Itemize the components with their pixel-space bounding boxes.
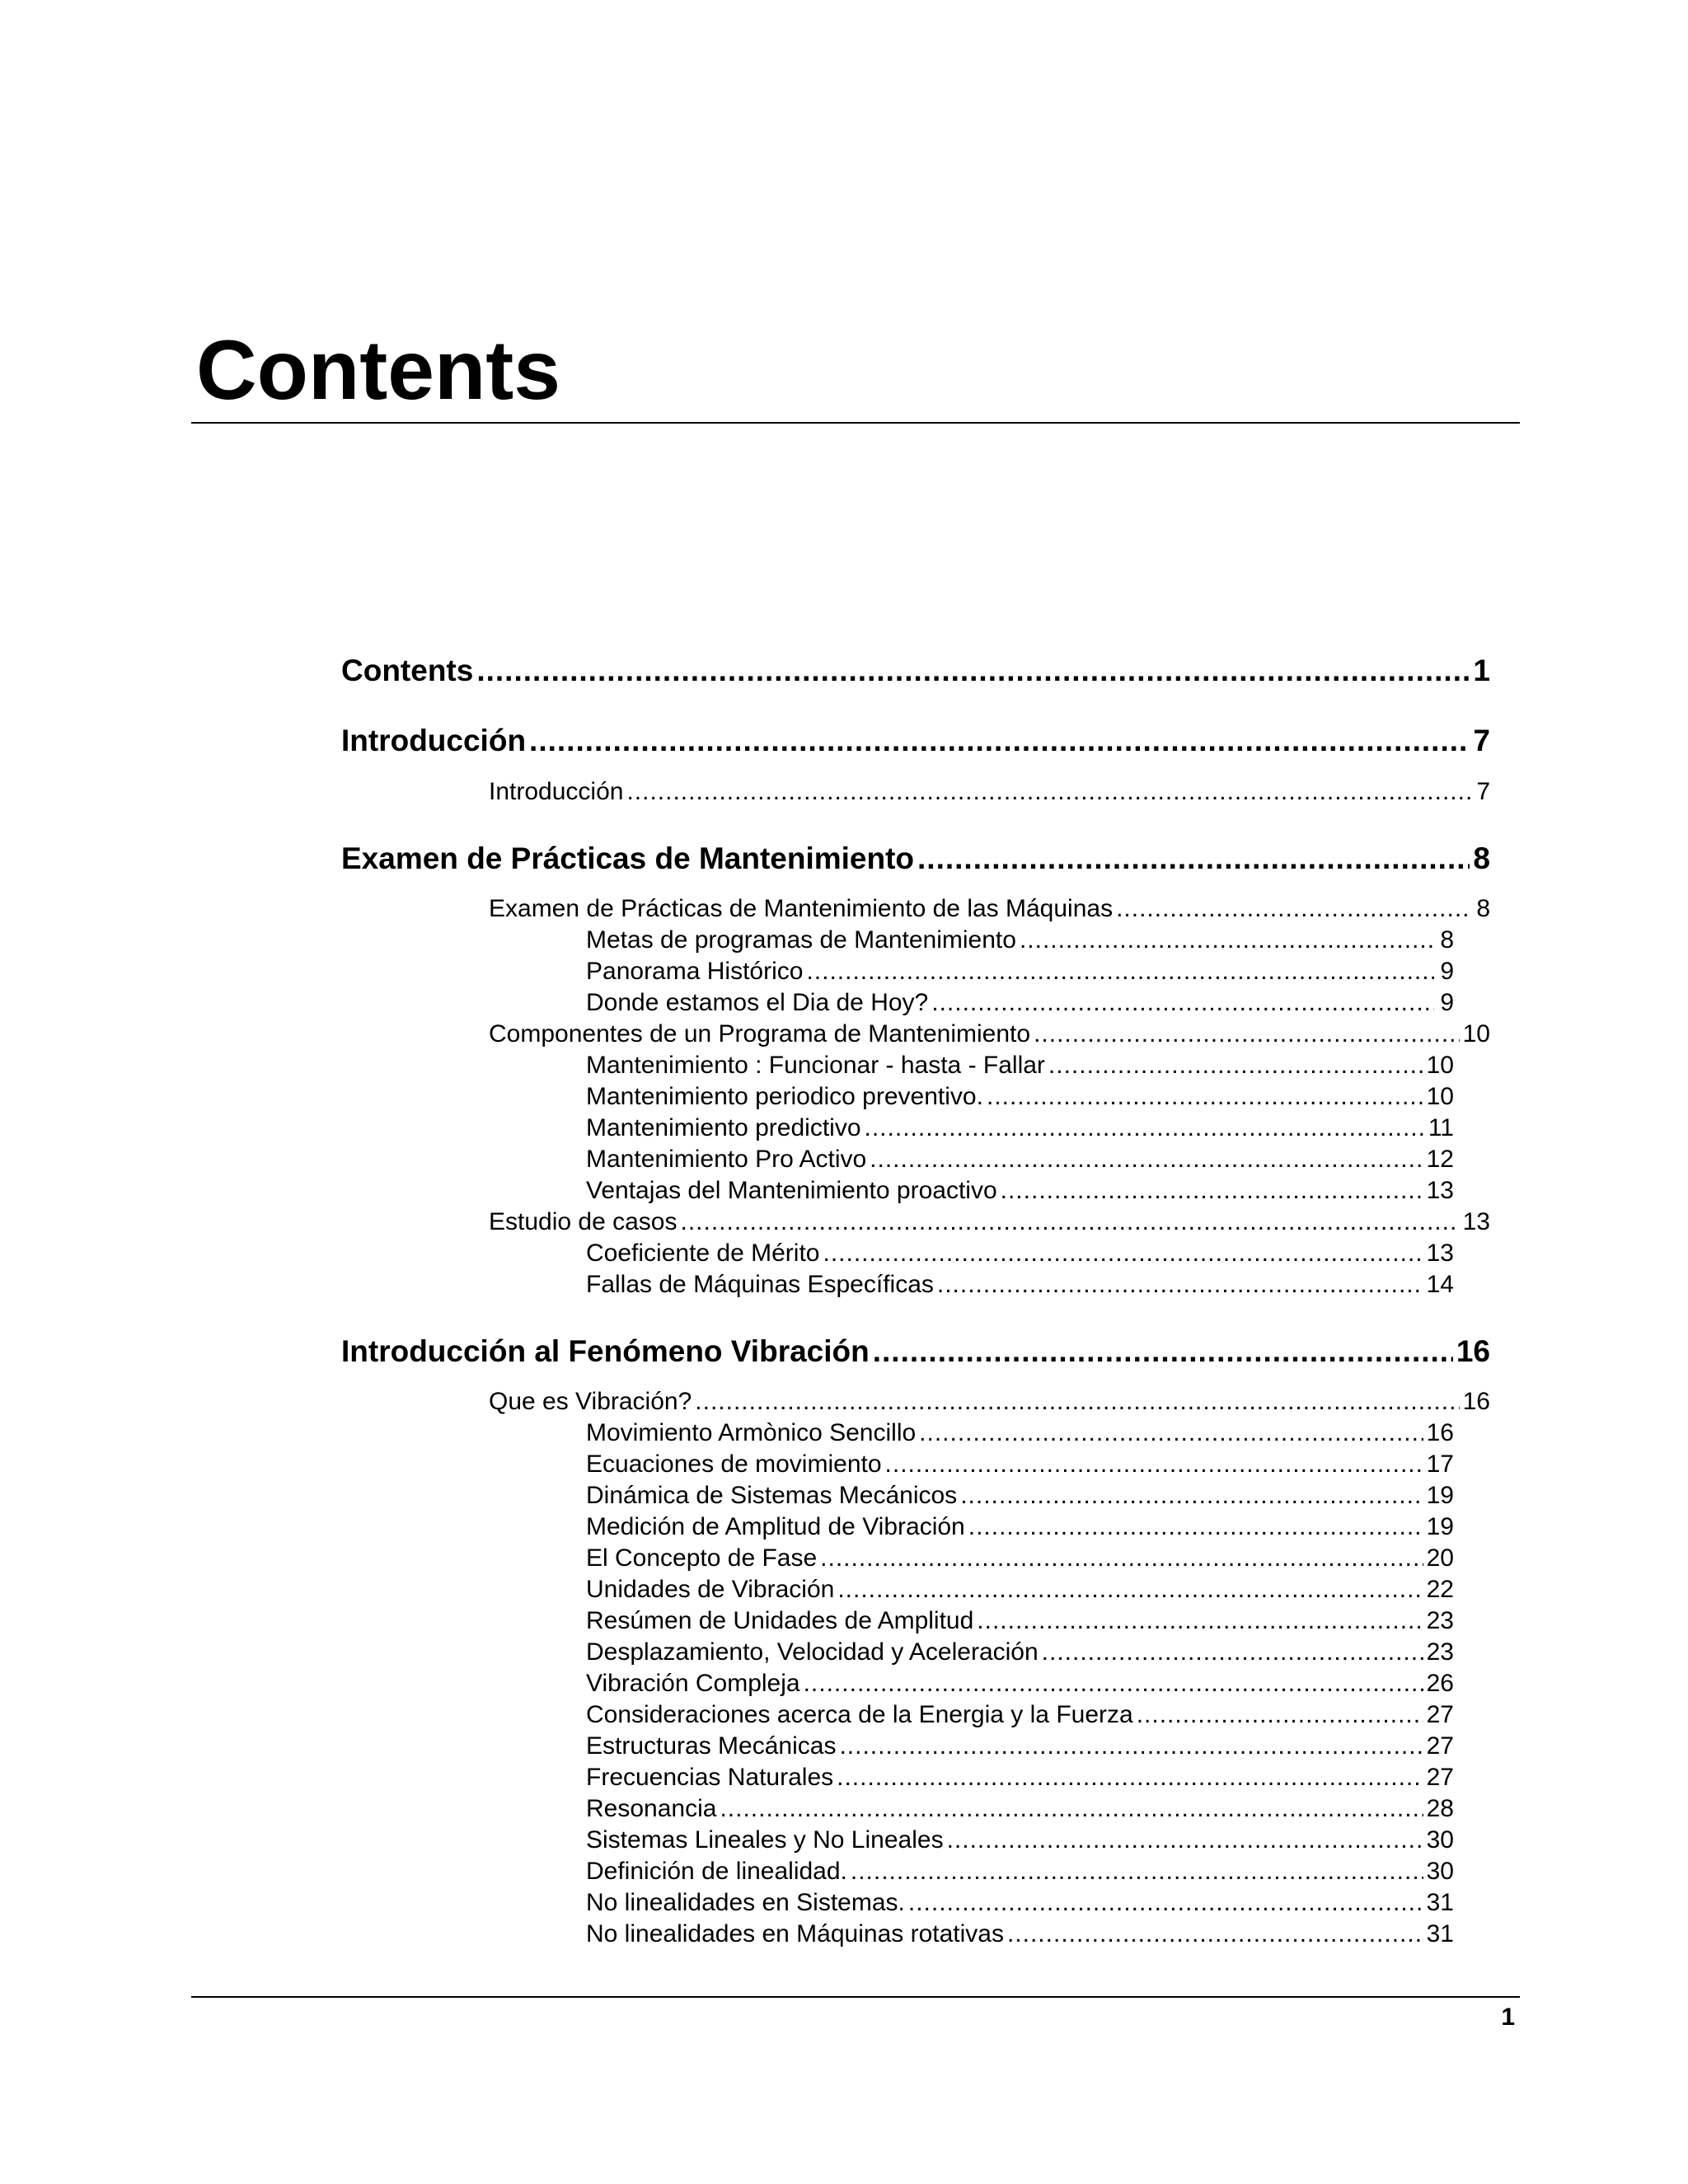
toc-dot-leader [720, 1793, 1423, 1825]
toc-entry-page: 9 [1440, 958, 1454, 985]
toc-dot-leader [837, 1762, 1423, 1793]
toc-entry-subsection[interactable] [586, 1081, 1454, 1113]
toc-entry-page: 8 [1440, 926, 1454, 954]
toc-entry-label: Ventajas del Mantenimiento proactivo [586, 1175, 999, 1207]
toc-dot-leader [1034, 1019, 1460, 1050]
toc-dot-leader [885, 1449, 1423, 1480]
toc-dot-leader [947, 1825, 1423, 1856]
toc-entry-label: Introducción [341, 724, 527, 757]
toc-entry-page: 27 [1426, 1732, 1454, 1760]
toc-entry-page: 26 [1426, 1670, 1454, 1697]
toc-entry-page: 22 [1426, 1576, 1454, 1603]
toc-dot-leader [529, 723, 1470, 759]
toc-entry-section[interactable] [489, 1207, 1490, 1238]
toc-entry-page: 9 [1440, 989, 1454, 1016]
toc-entry-label: Ecuaciones de movimiento [586, 1449, 884, 1480]
toc-entry-subsection[interactable] [586, 925, 1454, 956]
toc-entry-label: Examen de Prácticas de Mantenimiento de las Máquinas [489, 893, 1114, 925]
toc-entry-section[interactable] [489, 1386, 1490, 1418]
toc-entry-subsection[interactable] [586, 1238, 1454, 1269]
toc-entry-label: Unidades de Vibración [586, 1574, 836, 1605]
toc-dot-leader [937, 1269, 1423, 1301]
toc-entry-page: 8 [1473, 841, 1490, 875]
toc-entry-label: Panorama Histórico [586, 956, 804, 987]
toc-entry-subsection[interactable] [586, 1050, 1454, 1081]
toc-dot-leader [977, 1605, 1423, 1637]
toc-entry-label: Mantenimiento Pro Activo [586, 1144, 868, 1175]
toc-dot-leader [680, 1207, 1459, 1238]
toc-entry-page: 10 [1426, 1083, 1454, 1110]
toc-entry-page: 13 [1462, 1208, 1490, 1235]
toc-entry-page: 30 [1426, 1858, 1454, 1885]
toc-entry-label: Definición de linealidad. [586, 1856, 849, 1887]
toc-entry-subsection[interactable] [586, 1919, 1454, 1950]
toc-dot-leader [839, 1731, 1423, 1762]
toc-entry-page: 19 [1426, 1513, 1454, 1540]
toc-entry-subsection[interactable] [586, 1113, 1454, 1144]
toc-dot-leader [626, 776, 1470, 808]
toc-entry-page: 30 [1426, 1826, 1454, 1854]
toc-entry-subsection[interactable] [586, 1605, 1454, 1637]
toc-entry-section[interactable] [489, 776, 1490, 808]
toc-entry-label: Mantenimiento predictivo [586, 1113, 863, 1144]
toc-entry-subsection[interactable] [586, 1269, 1454, 1301]
toc-entry-label: Contents [341, 654, 474, 687]
toc-dot-leader [960, 1480, 1423, 1511]
footer-divider [191, 1996, 1520, 1998]
toc-dot-leader [987, 1081, 1423, 1113]
toc-entry-label: Donde estamos el Dia de Hoy? [586, 987, 930, 1019]
toc-entry-subsection[interactable] [586, 1637, 1454, 1668]
toc-entry-page: 23 [1426, 1638, 1454, 1666]
toc-dot-leader [908, 1887, 1423, 1919]
toc-entry-page: 16 [1456, 1334, 1490, 1368]
toc-entry-page: 17 [1426, 1451, 1454, 1478]
toc-entry-page: 10 [1426, 1052, 1454, 1079]
toc-entry-label: Medición de Amplitud de Vibración [586, 1511, 967, 1543]
toc-entry-subsection[interactable] [586, 1762, 1454, 1793]
toc-dot-leader [865, 1113, 1425, 1144]
toc-entry-page: 8 [1476, 895, 1490, 922]
toc-entry-page: 23 [1426, 1607, 1454, 1634]
toc-entry-label: Introducción [489, 776, 625, 808]
toc-entry-subsection[interactable] [586, 1418, 1454, 1449]
toc-entry-label: Vibración Compleja [586, 1668, 802, 1699]
toc-entry-heading[interactable] [341, 841, 1490, 877]
toc-dot-leader [1001, 1175, 1423, 1207]
toc-entry-subsection[interactable] [586, 1449, 1454, 1480]
toc-dot-leader [931, 987, 1434, 1019]
toc-entry-heading[interactable] [341, 1333, 1490, 1370]
toc-entry-page: 31 [1426, 1920, 1454, 1947]
toc-entry-label: Estructuras Mecánicas [586, 1731, 837, 1762]
toc-entry-heading[interactable] [341, 653, 1490, 689]
toc-entry-subsection[interactable] [586, 1175, 1454, 1207]
toc-entry-page: 27 [1426, 1701, 1454, 1728]
toc-entry-page: 28 [1426, 1795, 1454, 1822]
toc-entry-heading[interactable] [341, 723, 1490, 759]
toc-dot-leader [695, 1386, 1459, 1418]
toc-entry-label: Desplazamiento, Velocidad y Aceleración [586, 1637, 1040, 1668]
toc-entry-page: 11 [1428, 1114, 1454, 1141]
toc-entry-subsection[interactable] [586, 1699, 1454, 1731]
toc-dot-leader [837, 1574, 1423, 1605]
toc-entry-page: 16 [1426, 1419, 1454, 1446]
toc-entry-subsection[interactable] [586, 1480, 1454, 1511]
toc-dot-leader [851, 1856, 1423, 1887]
toc-entry-label: Mantenimiento : Funcionar - hasta - Fallar [586, 1050, 1047, 1081]
toc-entry-section[interactable] [489, 1019, 1490, 1050]
toc-dot-leader [820, 1543, 1423, 1574]
toc-entry-subsection[interactable] [586, 1856, 1454, 1887]
toc-entry-label: Que es Vibración? [489, 1386, 693, 1418]
toc-entry-label: Componentes de un Programa de Mantenimiento [489, 1019, 1032, 1050]
toc-entry-label: Coeficiente de Mérito [586, 1238, 821, 1269]
toc-dot-leader [804, 1668, 1423, 1699]
toc-entry-label: Frecuencias Naturales [586, 1762, 835, 1793]
toc-dot-leader [1048, 1050, 1423, 1081]
toc-entry-label: Consideraciones acerca de la Energia y la Fuerza [586, 1699, 1135, 1731]
toc-dot-leader [1042, 1637, 1423, 1668]
toc-entry-section[interactable] [489, 893, 1490, 925]
toc-entry-subsection[interactable] [586, 1887, 1454, 1919]
toc-entry-subsection[interactable] [586, 1543, 1454, 1574]
toc-entry-subsection[interactable] [586, 1668, 1454, 1699]
toc-entry-page: 20 [1426, 1544, 1454, 1572]
toc-entry-label: Movimiento Armònico Sencillo [586, 1418, 917, 1449]
toc-entry-page: 16 [1462, 1388, 1490, 1415]
toc-entry-subsection[interactable] [586, 956, 1454, 987]
toc-dot-leader [1007, 1919, 1423, 1950]
toc-entry-subsection[interactable] [586, 1511, 1454, 1543]
toc-entry-page: 12 [1426, 1146, 1454, 1173]
toc-entry-label: Fallas de Máquinas Específicas [586, 1269, 935, 1301]
toc-entry-page: 13 [1426, 1177, 1454, 1204]
toc-entry-page: 13 [1426, 1240, 1454, 1267]
toc-dot-leader [1116, 893, 1470, 925]
toc-dot-leader [917, 841, 1470, 877]
toc-dot-leader [1020, 925, 1434, 956]
toc-entry-page: 14 [1426, 1271, 1454, 1298]
toc-entry-label: Dinámica de Sistemas Mecánicos [586, 1480, 959, 1511]
toc-entry-subsection[interactable] [586, 1731, 1454, 1762]
toc-dot-leader [870, 1144, 1423, 1175]
toc-entry-label: No linealidades en Máquinas rotativas [586, 1919, 1006, 1950]
toc-dot-leader [968, 1511, 1423, 1543]
toc-dot-leader [476, 653, 1470, 689]
toc-entry-page: 7 [1476, 778, 1490, 805]
toc-entry-label: Metas de programas de Mantenimiento [586, 925, 1018, 956]
toc-entry-subsection[interactable] [586, 1793, 1454, 1825]
toc-entry-label: Sistemas Lineales y No Lineales [586, 1825, 945, 1856]
toc-entry-page: 10 [1462, 1020, 1490, 1047]
title-divider [191, 422, 1520, 424]
toc-entry-subsection[interactable] [586, 987, 1454, 1019]
toc-dot-leader [919, 1418, 1423, 1449]
toc-entry-label: Examen de Prácticas de Mantenimiento [341, 841, 915, 875]
toc-entry-label: Resonancia [586, 1793, 718, 1825]
toc-entry-label: Resúmen de Unidades de Amplitud [586, 1605, 975, 1637]
page-title: Contents [196, 323, 560, 417]
toc-dot-leader [1137, 1699, 1423, 1731]
toc-dot-leader [806, 956, 1434, 987]
toc-entry-label: El Concepto de Fase [586, 1543, 818, 1574]
toc-entry-subsection[interactable] [586, 1574, 1454, 1605]
toc-entry-subsection[interactable] [586, 1144, 1454, 1175]
toc-entry-label: Mantenimiento periodico preventivo. [586, 1081, 985, 1113]
toc-entry-page: 31 [1426, 1889, 1454, 1916]
toc-entry-page: 7 [1473, 724, 1490, 757]
toc-entry-subsection[interactable] [586, 1825, 1454, 1856]
toc-entry-page: 1 [1473, 654, 1490, 687]
toc-entry-page: 27 [1426, 1764, 1454, 1791]
toc-dot-leader [823, 1238, 1423, 1269]
toc-entry-label: Introducción al Fenómeno Vibración [341, 1334, 870, 1368]
toc-entry-label: Estudio de casos [489, 1207, 678, 1238]
page-number: 1 [1501, 2004, 1515, 2031]
toc-dot-leader [873, 1333, 1453, 1370]
toc-entry-label: No linealidades en Sistemas. [586, 1887, 907, 1919]
toc-entry-page: 19 [1426, 1482, 1454, 1509]
